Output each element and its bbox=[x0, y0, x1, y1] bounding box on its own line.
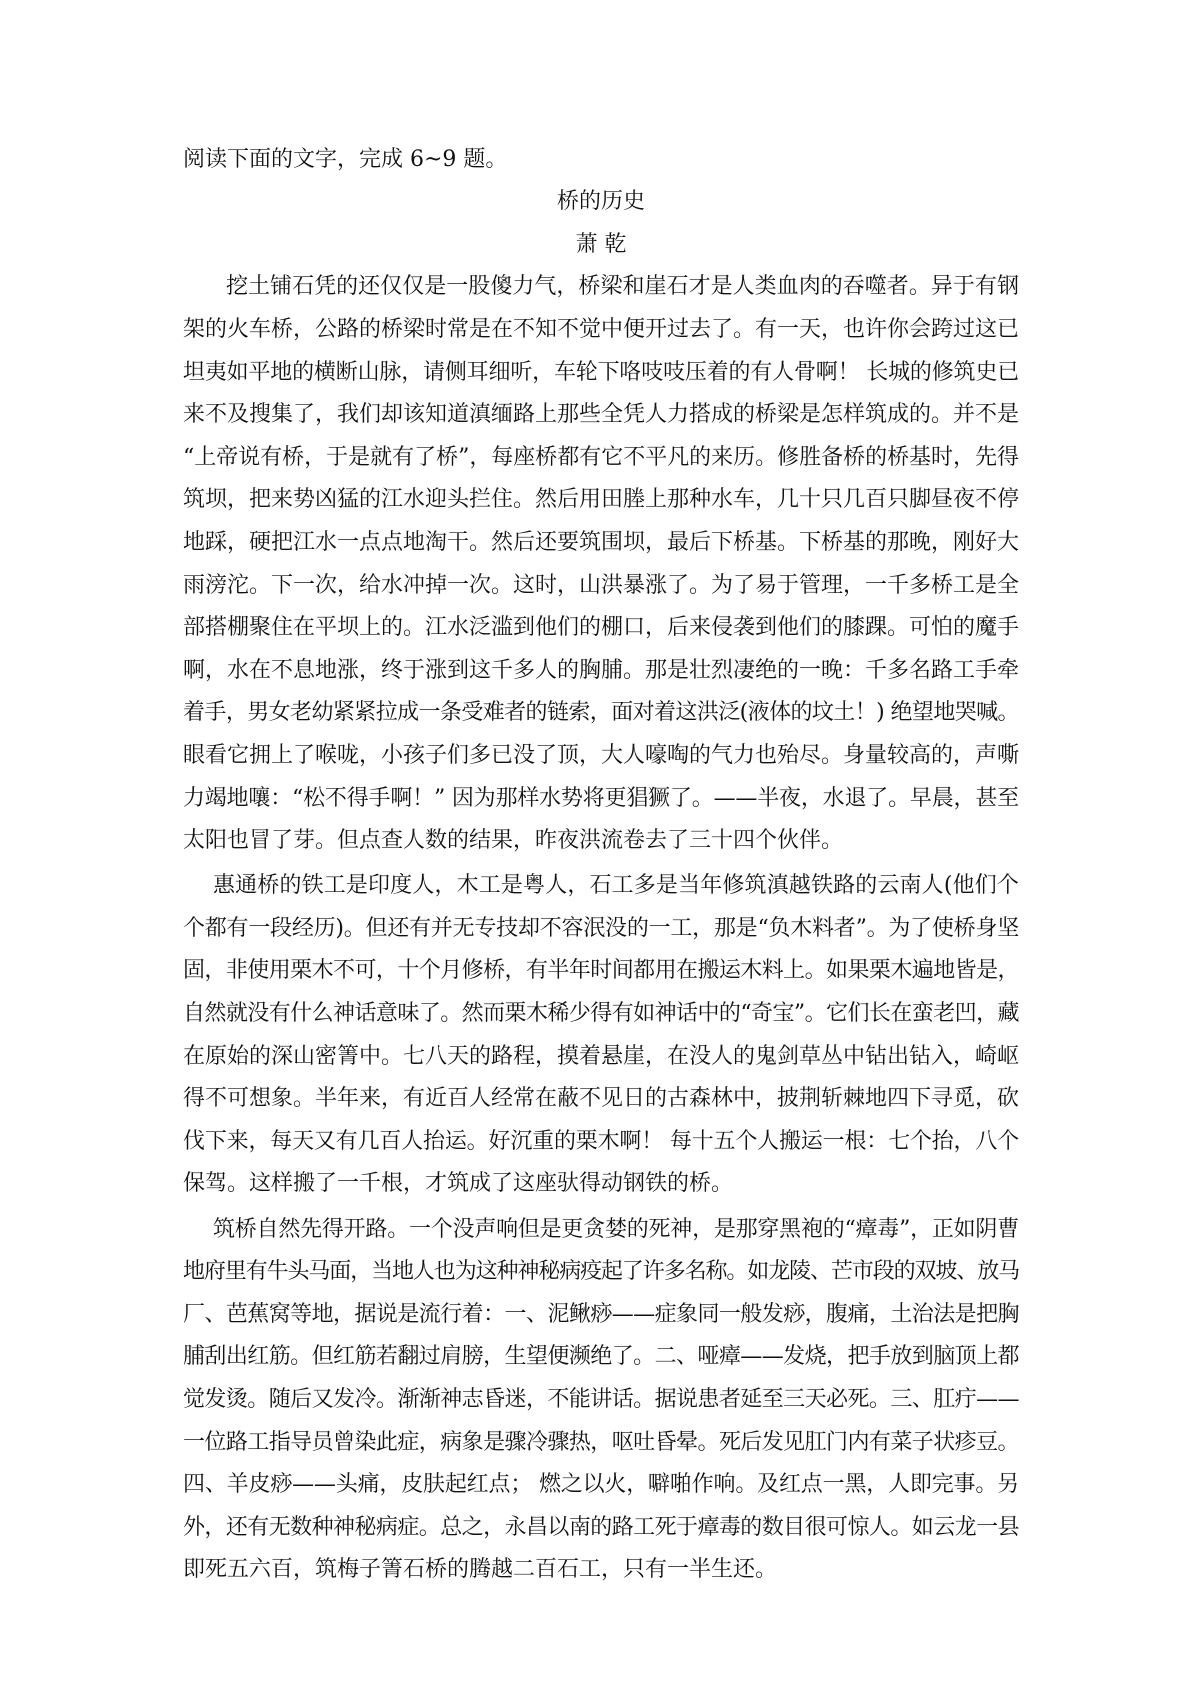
text-line: 外，还有无数种神秘病症。总之，永昌以南的路工死于瘴毒的数目很可惊人。如云龙一县 bbox=[183, 1514, 1019, 1540]
text-line: 四、羊皮痧——头痛，皮肤起红点； 燃之以火，噼啪作响。及红点一黑，人即完事。另 bbox=[183, 1472, 1020, 1498]
text-line: 地府里有牛头马面，当地人也为这种神秘病疫起了许多名称。如龙陵、芒市段的双坡、放马 bbox=[183, 1259, 1020, 1285]
text-line: 力竭地嚷：“松不得手啊！” 因为那样水势将更猖獗了。——半夜，水退了。早晨，甚至 bbox=[183, 785, 1019, 811]
text-line: 部搭棚聚住在平坝上的。江水泛滥到他们的棚口，后来侵袭到他们的膝踝。可怕的魔手 bbox=[183, 615, 1020, 641]
text-line: 自然就没有什么神话意味了。然而栗木稀少得有如神话中的“奇宝”。它们长在蛮老凹，藏 bbox=[183, 1001, 1019, 1027]
text-line: 啊，水在不息地涨，终于涨到这千多人的胸脯。那是壮烈凄绝的一晚：千多名路工手牵 bbox=[183, 657, 1020, 683]
paragraph-3 bbox=[183, 1209, 1019, 1592]
text-line: 觉发烫。随后又发冷。渐渐神志昏迷，不能讲话。据说患者延至三天必死。三、肛疔—— bbox=[183, 1386, 1019, 1412]
text-line: “上帝说有桥，于是就有了桥”，每座桥都有它不平凡的来历。修胜备桥的桥基时，先得 bbox=[183, 444, 1019, 470]
text-line: 保驾。这样搬了一千根，才筑成了这座驮得动钢铁的桥。 bbox=[183, 1171, 734, 1197]
article-title: 桥的历史 bbox=[556, 189, 645, 215]
instruction-line: 阅读下面的文字，完成 6~9 题。 bbox=[183, 146, 508, 172]
text-line: 筑坝，把来势凶猛的江水迎头拦住。然后用田塍上那种水车，几十只几百只脚昼夜不停 bbox=[183, 487, 1020, 513]
text-line: 架的火车桥，公路的桥梁时常是在不知不觉中便开过去了。有一天，也许你会跨过这已 bbox=[183, 317, 1020, 343]
text-line: 挖土铺石凭的还仅仅是一股傻力气，桥梁和崖石才是人类血肉的吞噬者。异于有钢 bbox=[226, 274, 1019, 300]
text-line: 个都有一段经历)。但还有并无专技却不容泯没的一工，那是“负木料者”。为了使桥身坚 bbox=[183, 915, 1020, 941]
text-line: 得不可想象。半年来，有近百人经常在蔽不见日的古森林中，披荆斩棘地四下寻觅，砍 bbox=[183, 1086, 1020, 1112]
text-line: 惠通桥的铁工是印度人，木工是粤人，石工多是当年修筑滇越铁路的云南人(他们个 bbox=[213, 873, 1019, 899]
text-line: 伐下来，每天又有几百人抬运。好沉重的栗木啊！ 每十五个人搬运一根：七个抬，八个 bbox=[183, 1128, 1020, 1154]
paragraph-2 bbox=[183, 865, 1019, 1206]
text-line: 在原始的深山密箐中。七八天的路程，摸着悬崖，在没人的鬼剑草丛中钻出钻入，崎岖 bbox=[183, 1043, 1020, 1069]
text-line: 太阳也冒了芽。但点查人数的结果，昨夜洪流卷去了三十四个伙伴。 bbox=[183, 828, 844, 854]
text-line: 脯刮出红筋。但红筋若翻过肩膀，生望便濒绝了。二、哑瘴——发烧，把手放到脑顶上都 bbox=[183, 1344, 1019, 1370]
text-line: 固，非使用栗木不可，十个月修桥，有半年时间都用在搬运木料上。如果栗木遍地皆是， bbox=[183, 958, 1019, 984]
article-author: 萧 乾 bbox=[575, 231, 627, 257]
text-line: 雨滂沱。下一次，给水冲掉一次。这时，山洪暴涨了。为了易于管理，一千多桥工是全 bbox=[183, 572, 1020, 598]
text-line: 着手，男女老幼紧紧拉成一条受难者的链索，面对着这洪泛(液体的坟土！) 绝望地哭喊。 bbox=[183, 700, 1019, 726]
text-line: 来不及搜集了，我们却该知道滇缅路上那些全凭人力搭成的桥梁是怎样筑成的。并不是 bbox=[183, 402, 1020, 428]
paragraph-1 bbox=[183, 266, 1019, 862]
text-line: 眼看它拥上了喉咙，小孩子们多已没了顶，大人嚎啕的气力也殆尽。身量较高的，声嘶 bbox=[183, 743, 1020, 768]
text-line: 即死五六百，筑梅子箐石桥的腾越二百石工，只有一半生还。 bbox=[183, 1557, 778, 1583]
text-line: 一位路工指导员曾染此症，病象是骤冷骤热，呕吐昏晕。死后发见肛门内有菜子状疹豆。 bbox=[183, 1429, 1019, 1455]
text-line: 地踩，硬把江水一点点地淘干。然后还要筑围坝，最后下桥基。下桥基的那晚，刚好大 bbox=[183, 530, 1020, 556]
text-line: 坦夷如平地的横断山脉，请侧耳细听，车轮下咯吱吱压着的有人骨啊！ 长城的修筑史已 bbox=[183, 359, 1020, 385]
text-line: 筑桥自然先得开路。一个没声响但是更贪婪的死神，是那穿黑袍的“瘴毒”，正如阴曹 bbox=[213, 1216, 1019, 1242]
text-line: 厂、芭蕉窝等地，据说是流行着：一、泥鳅痧——症象同一般发痧，腹痛，土治法是把胸 bbox=[183, 1301, 1019, 1327]
document-page bbox=[183, 139, 1019, 1592]
